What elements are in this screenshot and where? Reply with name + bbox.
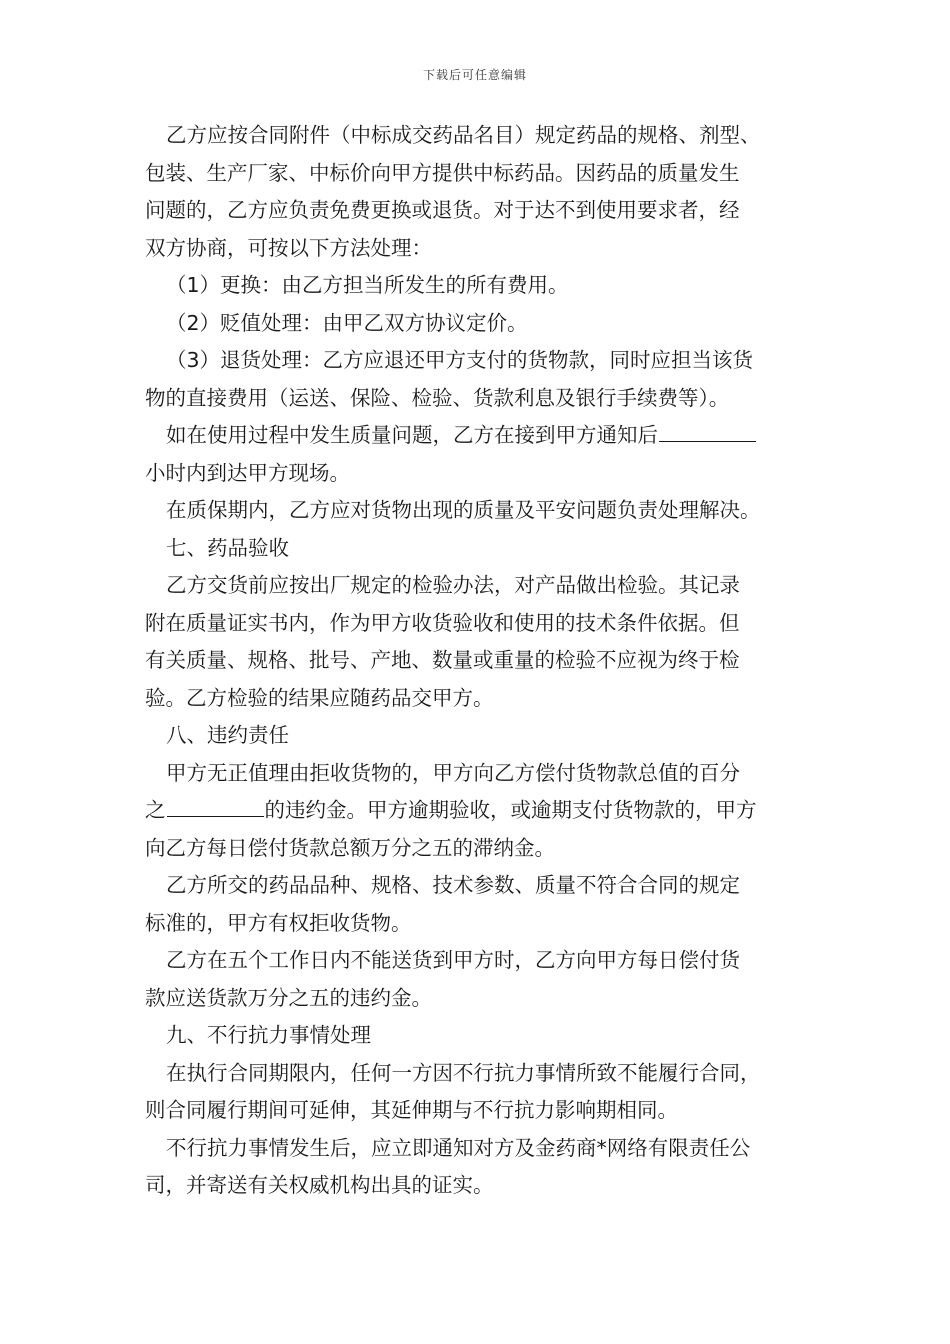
text-line: 在执行合同期限内，任何一方因不行抗力事情所致不能履行合同， [166,1060,761,1085]
text-line: 双方协商，可按以下方法处理： [145,235,432,260]
text-line: 司，并寄送有关权威机构出具的证实。 [145,1173,494,1197]
text-line: 甲方无正值理由拒收货物的，甲方向乙方偿付货物款总值的百分 [166,760,740,785]
text-line: 乙方所交的药品品种、规格、技术参数、质量不符合合同的规定 [166,873,740,897]
fill-in-blank-hours[interactable] [659,440,756,442]
text-line: 款应送货款万分之五的违约金。 [145,985,432,1010]
text-line: 乙方交货前应按出厂规定的检验办法，对产品做出检验。其记录 [166,573,740,597]
text-segment: 如在使用过程中发生质量问题，乙方在接到甲方通知后 [166,423,658,447]
list-item-replace: （1）更换：由乙方担当所发生的所有费用。 [166,273,569,297]
list-item-return: （3）退货处理：乙方应退还甲方支付的货物款，同时应担当该货 [166,348,754,372]
text-line: 附在质量证实书内，作为甲方收货验收和使用的技术条件依据。但 [145,610,740,635]
section-heading-acceptance: 七、药品验收 [166,535,289,560]
section-heading-force-majeure: 九、不行抗力事情处理 [166,1023,371,1047]
text-line: 乙方应按合同附件（中标成交药品名目）规定药品的规格、剂型、 [166,123,761,147]
text-line: 有关质量、规格、批号、产地、数量或重量的检验不应视为终于检 [145,648,740,672]
text-segment: 之 [145,798,166,822]
text-line: 问题的，乙方应负责免费更换或退货。对于达不到使用要求者，经 [145,198,740,222]
list-item-depreciation: （2）贬值处理：由甲乙双方协议定价。 [166,310,528,335]
text-line: 不行抗力事情发生后，应立即通知对方及金药商*网络有限责任公 [166,1135,751,1160]
text-line [145,792,810,830]
text-line: 包装、生产厂家、中标价向甲方提供中标药品。因药品的质量发生 [145,160,740,185]
text-line: 物的直接费用（运送、保险、检验、货款利息及银行手续费等）。 [145,385,730,410]
fill-in-blank-percent[interactable] [167,815,264,817]
document-body [145,117,810,1205]
text-line [145,417,810,455]
text-segment: 的违约金。甲方逾期验收，或逾期支付货物款的，甲方 [264,798,757,822]
section-heading-liability: 八、违约责任 [166,723,289,747]
text-line: 在质保期内，乙方应对货物出现的质量及平安问题负责处理解决。 [166,498,761,522]
text-line: 乙方在五个工作日内不能送货到甲方时，乙方向甲方每日偿付货 [166,948,740,972]
text-line: 则合同履行期间可延伸，其延伸期与不行抗力影响期相同。 [145,1098,678,1122]
text-line: 向乙方每日偿付货款总额万分之五的滞纳金。 [145,835,555,860]
text-line: 小时内到达甲方现场。 [145,460,350,485]
text-line: 标准的，甲方有权拒收货物。 [145,910,412,935]
text-line: 验。乙方检验的结果应随药品交甲方。 [145,685,494,710]
page-header: 下载后可任意编辑 [422,68,527,82]
